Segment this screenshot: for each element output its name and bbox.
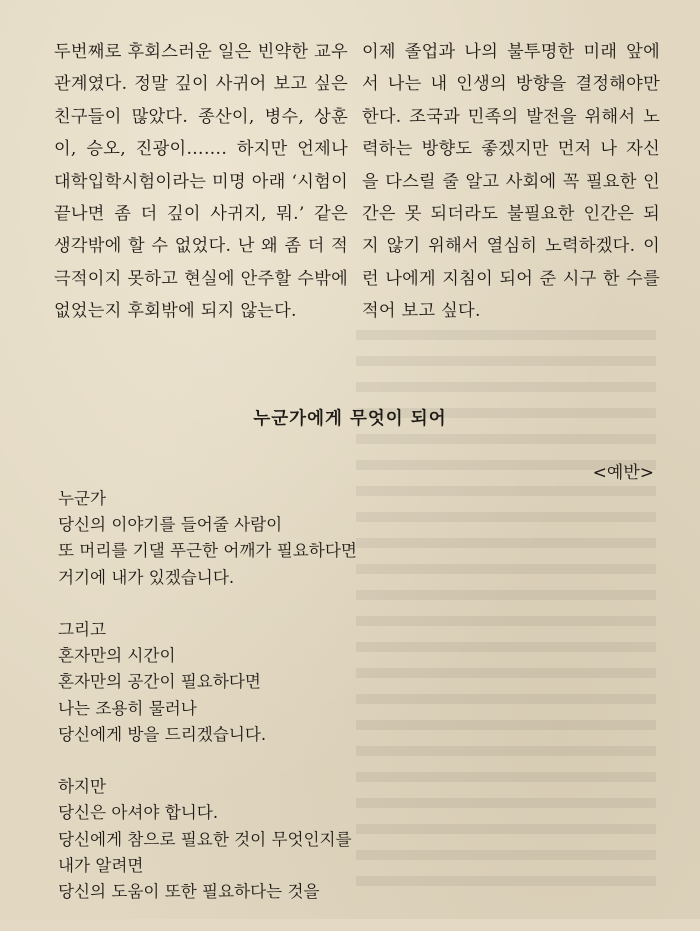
poem-line: 당신의 도움이 또한 필요하다는 것을 <box>58 882 320 902</box>
poem-stanza <box>58 774 357 905</box>
poem-line: 당신에게 참으로 필요한 것이 무엇인지를 <box>58 829 352 849</box>
poem-line: 혼자만의 공간이 필요하다면 <box>58 672 261 692</box>
essay-left-column <box>54 36 348 328</box>
essay-right-column <box>362 36 660 328</box>
poem-line: 또 머리를 기댈 푸근한 어깨가 필요하다면 <box>58 541 357 561</box>
essay-paragraph: 이제 졸업과 나의 불투명한 미래 앞에서 나는 내 인생의 방향을 결정해야만 한다. 조국과 민족의 발전을 위해서 노력하는 방향도 좋겠지만 먼저 나 자신을 다스릴 줄 알고 사회에 꼭 필요한 인간은 못 되더라도 불필요한 인간은 되지 않기 위해서 열심히 노력하겠다. 이런 나에게 지침이 되어 준 시구 한 수를 적어 보고 싶다. <box>362 42 660 322</box>
poem-line: 나는 조용히 물러나 <box>58 698 197 718</box>
poem-body <box>58 486 357 931</box>
poem-line: 당신의 이야기를 들어줄 사람이 <box>58 515 283 535</box>
poem-stanza <box>58 486 357 591</box>
poem-line: 누군가 <box>58 489 107 508</box>
poem-line: 혼자만의 시간이 <box>58 646 176 666</box>
poem-line: 거기에 내가 있겠습니다. <box>58 567 235 587</box>
poem-source: <예반> <box>592 463 654 483</box>
poem-line: 당신은 아셔야 합니다. <box>58 803 219 823</box>
poem-title: 누군가에게 무엇이 되어 <box>253 409 447 429</box>
poem-line: 그리고 <box>58 620 107 639</box>
poem-stanza <box>58 617 357 748</box>
poem-line: 하지만 <box>58 777 107 797</box>
essay-paragraph: 두번째로 후회스러운 일은 빈약한 교우관계였다. 정말 깊이 사귀어 보고 싶은 친구들이 많았다. 종산이, 병수, 상훈이, 승오, 진광이……. 하지만 언제나 대학입학시험이라는 미명 아래 ‘시험이 끝나면 좀 더 깊이 사귀지, 뭐.’ 같은 생각밖에 할 수 없었다. 난 왜 좀 더 적극적이지 못하고 현실에 안주할 수밖에 없었는지 후회밖에 되지 않는다. <box>54 42 348 322</box>
poem-line: 내가 알려면 <box>58 855 144 875</box>
poem-line: 당신에게 방을 드리겠습니다. <box>58 724 267 744</box>
